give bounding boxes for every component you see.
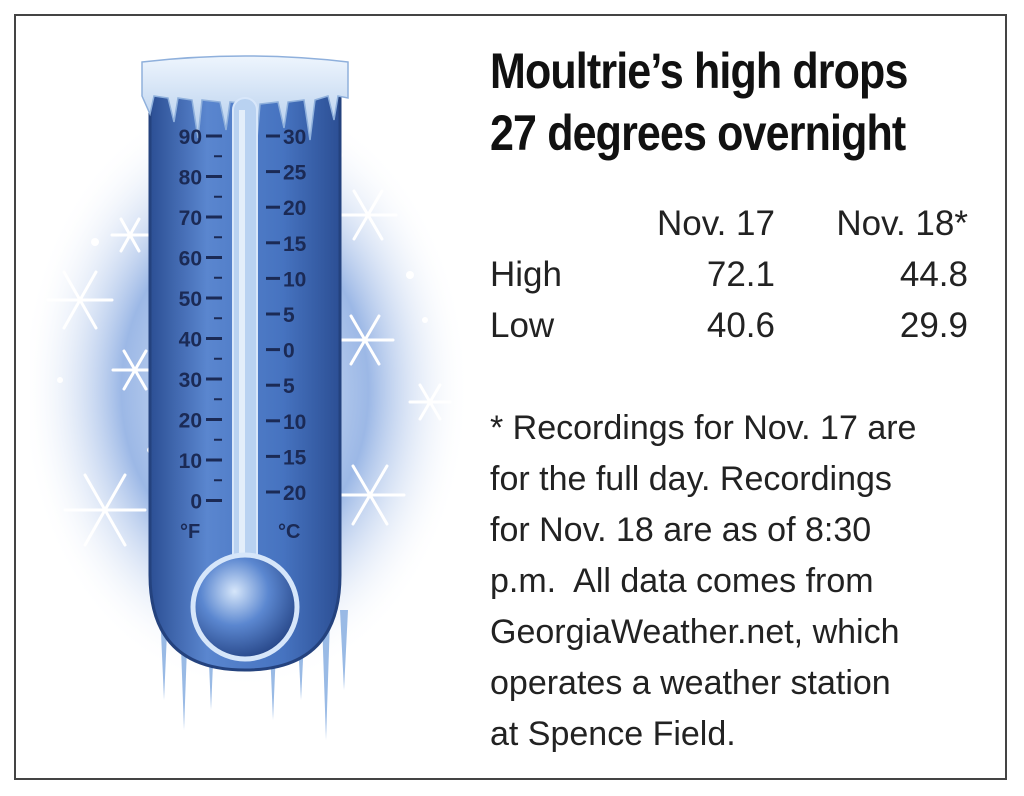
celsius-tick-label: 30 xyxy=(283,126,307,149)
celsius-tick-label: 5 xyxy=(283,304,295,327)
fahrenheit-tick-label: 80 xyxy=(178,166,202,190)
footnote-line: operates a weather station xyxy=(490,664,891,702)
fahrenheit-tick-label: 90 xyxy=(178,126,202,149)
fahrenheit-tick-label: 30 xyxy=(178,369,202,392)
headline xyxy=(490,40,920,164)
celsius-tick-label: 20 xyxy=(283,482,307,505)
celsius-tick-label: 15 xyxy=(283,446,307,470)
footnote-line: for the full day. Recordings xyxy=(490,460,892,498)
footnote-line: GeorgiaWeather.net, which xyxy=(490,613,900,651)
thermometer-illustration xyxy=(30,50,470,740)
column-header-nov-17: Nov. 17 xyxy=(656,203,775,243)
celsius-tick-label: 10 xyxy=(283,268,307,292)
temperature-table xyxy=(490,198,968,351)
low-nov-17-value: 40.6 xyxy=(706,305,775,345)
low-nov-18-value: 29.9 xyxy=(899,305,968,345)
row-label-low: Low xyxy=(490,305,555,345)
footnote-line: p.m. All data comes from xyxy=(490,562,874,600)
celsius-tick-label: 25 xyxy=(283,161,307,185)
table-row-low xyxy=(490,300,968,351)
footnote-line: for Nov. 18 are as of 8:30 xyxy=(490,511,872,549)
footnote-line: at Spence Field. xyxy=(490,715,736,753)
table-header-row xyxy=(490,198,968,249)
celsius-tick-label: 10 xyxy=(283,410,307,434)
celsius-tick-label: 5 xyxy=(283,375,295,399)
fahrenheit-tick-label: 0 xyxy=(190,490,202,514)
celsius-tick-label: 0 xyxy=(283,339,295,363)
fahrenheit-tick-label: 20 xyxy=(178,409,202,433)
footnote-line: * Recordings for Nov. 17 are xyxy=(490,409,917,447)
fahrenheit-tick-label: 40 xyxy=(178,328,202,352)
high-nov-17-value: 72.1 xyxy=(706,254,775,294)
footnote xyxy=(490,403,990,760)
table-header-blank xyxy=(490,198,640,249)
table-row-high xyxy=(490,249,968,300)
fahrenheit-tick-label: 70 xyxy=(178,207,202,230)
fahrenheit-tick-label: 50 xyxy=(178,288,202,311)
column-header-nov-18: Nov. 18* xyxy=(836,203,968,243)
fahrenheit-tick-label: 10 xyxy=(178,450,202,473)
high-nov-18-value: 44.8 xyxy=(899,254,968,294)
celsius-unit-label: °C xyxy=(278,521,301,543)
thermometer-bulb xyxy=(193,555,297,659)
fahrenheit-tick-label: 60 xyxy=(178,247,202,271)
celsius-tick-label: 15 xyxy=(283,232,307,256)
headline-line-1: Moultrie’s high drops xyxy=(490,43,908,99)
headline-line-2: 27 degrees overnight xyxy=(490,105,906,161)
row-label-high: High xyxy=(490,254,562,294)
fahrenheit-unit-label: °F xyxy=(180,521,201,543)
celsius-tick-label: 20 xyxy=(283,197,307,221)
